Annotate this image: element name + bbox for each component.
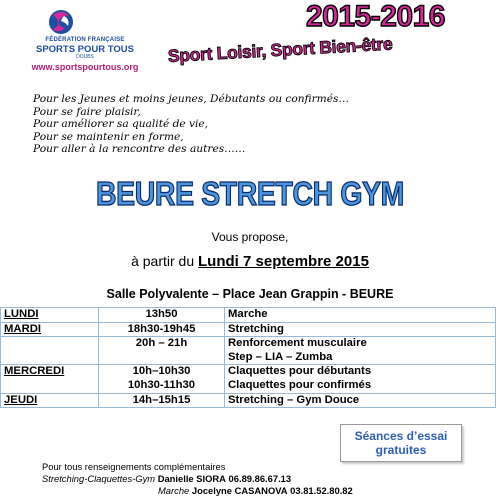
season-title: 2015-2016	[306, 0, 445, 33]
intro-line: Pour les Jeunes et moins jeunes, Débutants ou confirmés…	[33, 93, 350, 105]
table-row	[1, 393, 496, 408]
day-cell: JEUDI	[1, 393, 99, 408]
intro-line: Pour aller à la rencontre des autres……	[33, 143, 246, 156]
activity-cell: Claquettes pour débutants Claquettes pour confirmés	[225, 365, 496, 393]
intro-line: Pour améliorer sa qualité de vie,	[33, 118, 209, 131]
free-trial-badge	[340, 424, 462, 462]
table-row	[1, 365, 496, 393]
day-cell: MERCREDI	[1, 365, 99, 393]
time-cell: 18h30-19h45	[99, 322, 225, 337]
tagline: Sport Loisir, Sport Bien-être	[167, 33, 393, 66]
table-row	[1, 308, 496, 323]
day-cell: LUNDI	[1, 308, 99, 323]
contact-line	[42, 473, 291, 485]
time-cell: 10h–10h30 10h30-11h30	[99, 365, 225, 393]
website-link[interactable]: www.sportspourtous.org	[31, 62, 139, 72]
day-cell: MARDI	[1, 322, 99, 337]
contact-label: Stretching-Claquettes-Gym	[42, 473, 156, 484]
time-cell: 14h–15h15	[99, 393, 225, 408]
start-prefix: à partir du	[131, 253, 195, 269]
contact-line	[158, 485, 353, 497]
proposes-text: Vous propose,	[211, 230, 289, 244]
start-date-line	[0, 253, 500, 270]
table-row	[1, 337, 496, 365]
contact-phone: 03.81.52.80.82	[290, 485, 353, 496]
time-cell: 13h50	[99, 308, 225, 323]
start-date: Lundi 7 septembre 2015	[198, 253, 369, 270]
contact-name: Jocelyne CASANOVA	[191, 485, 288, 496]
trial-line: Séances d’essai	[354, 429, 448, 443]
venue: Salle Polyvalente – Place Jean Grappin - BEURE	[106, 287, 394, 301]
contact-name: Danielle SIORA	[157, 473, 226, 484]
contact-phone: 06.89.86.67.13	[228, 473, 292, 484]
sports-pour-tous-logo-icon	[44, 7, 78, 37]
table-row	[1, 322, 496, 337]
time-cell: 20h – 21h	[99, 337, 225, 365]
club-title: BEURE STRETCH GYM	[96, 175, 404, 212]
schedule-table	[0, 307, 496, 408]
info-line: Pour tous renseignements complémentaires	[42, 461, 226, 472]
logo-region: DOUBS	[76, 54, 94, 60]
contact-label: Marche	[158, 485, 190, 496]
intro-line: Pour se faire plaisir,	[33, 105, 141, 118]
logo-name: SPORTS POUR TOUS	[35, 44, 134, 55]
activity-cell: Renforcement musculaire Step – LIA – Zumba	[225, 337, 496, 365]
day-cell	[1, 337, 99, 365]
activity-cell: Marche	[225, 308, 496, 323]
logo-federation-label: FÉDÉRATION FRANÇAISE	[45, 37, 125, 43]
activity-cell: Stretching – Gym Douce	[225, 393, 496, 408]
intro-text	[33, 93, 493, 156]
federation-logo	[0, 0, 170, 80]
intro-line: Pour se maintenir en forme,	[33, 130, 184, 143]
activity-cell: Stretching	[225, 322, 496, 337]
contact-footer	[42, 461, 353, 496]
trial-line: gratuites	[375, 443, 427, 457]
